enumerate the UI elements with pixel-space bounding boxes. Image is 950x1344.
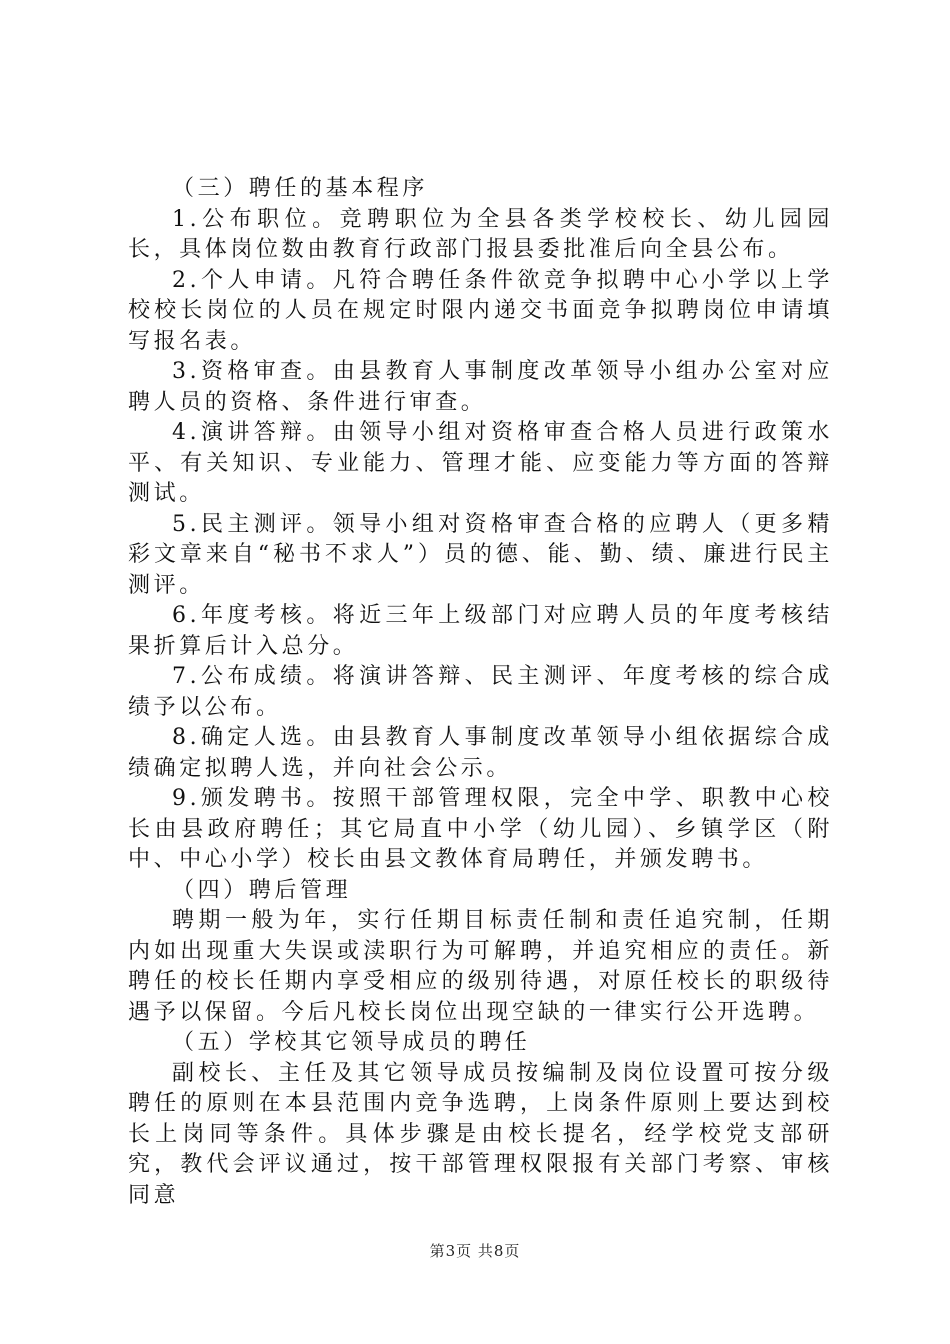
paragraph-personal-application: 2.个人申请。凡符合聘任条件欲竞争拟聘中心小学以上学校校长岗位的人员在规定时限内递交书面竞争拟聘岗位申请填写报名表。 [128,267,833,354]
paragraph-speech-defense: 4.演讲答辩。由领导小组对资格审查合格人员进行政策水平、有关知识、专业能力、管理才能、应变能力等方面的答辩测试。 [128,420,833,506]
section-heading-other-leaders: （五）学校其它领导成员的聘任 [172,1030,531,1055]
paragraph-publish-results: 7.公布成绩。将演讲答辩、民主测评、年度考核的综合成绩予以公布。 [128,664,833,720]
section-heading-procedure: （三）聘任的基本程序 [172,176,429,201]
paragraph-determine-candidates: 8.确定人选。由县教育人事制度改革领导小组依据综合成绩确定拟聘人选，并向社会公示。 [128,725,833,781]
paragraph-qualification-review: 3.资格审查。由县教育人事制度改革领导小组办公室对应聘人员的资格、条件进行审查。 [128,359,833,415]
paragraph-democratic-evaluation: 5.民主测评。领导小组对资格审查合格的应聘人（更多精彩文章来自“秘书不求人”）员的德、能、勤、绩、廉进行民主测评。 [128,511,833,598]
page-footer: 第3页 共8页 [429,1242,521,1260]
paragraph-annual-assessment: 6.年度考核。将近三年上级部门对应聘人员的年度考核结果折算后计入总分。 [128,603,833,659]
document-body [128,174,833,1211]
paragraph-other-leaders: 副校长、主任及其它领导成员按编制及岗位设置可按分级聘任的原则在本县范围内竞争选聘，上岗条件原则上要达到校长上岗同等条件。具体步骤是由校长提名，经学校党支部研究，教代会评议通过，按干部管理权限报有关部门考察、审核同意 [128,1060,833,1208]
section-heading-post-management: （四）聘后管理 [172,877,352,903]
paragraph-issue-certificates: 9.颁发聘书。按照干部管理权限，完全中学、职教中心校长由县政府聘任；其它局直中小学（幼儿园）、乡镇学区（附中、中心小学）校长由县文教体育局聘任，并颁发聘书。 [128,786,833,872]
paragraph-publish-positions: 1.公布职位。竞聘职位为全县各类学校校长、幼儿园园长，具体岗位数由教育行政部门报县委批准后向全县公布。 [128,206,833,262]
paragraph-post-management: 聘期一般为年，实行任期目标责任制和责任追究制，任期内如出现重大失误或渎职行为可解聘，并追究相应的责任。新聘任的校长任期内享受相应的级别待遇，对原任校长的职级待遇予以保留。今后凡校长岗位出现空缺的一律实行公开选聘。 [128,908,833,1025]
